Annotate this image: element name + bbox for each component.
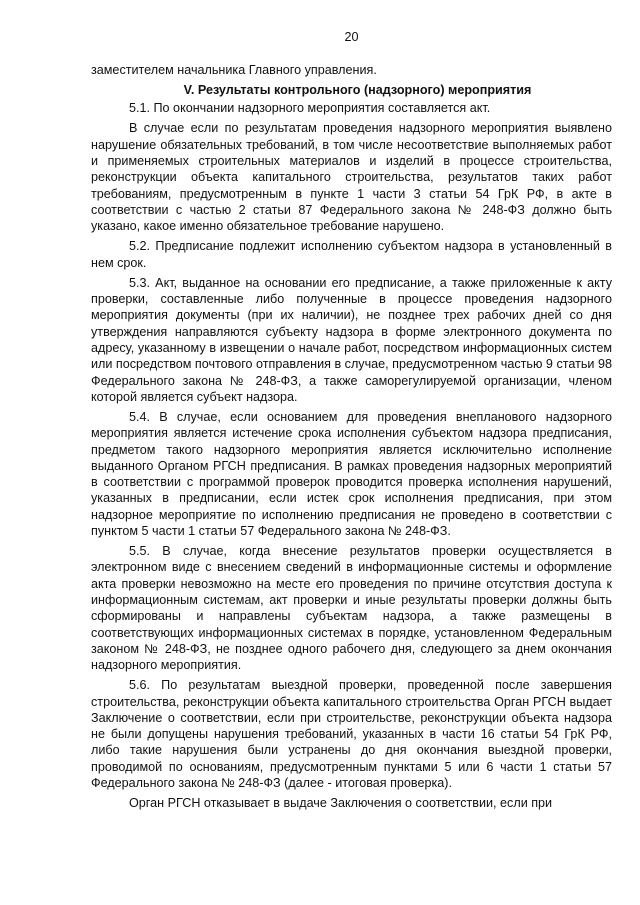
section-heading: V. Результаты контрольного (надзорного) мероприятия (183, 83, 532, 98)
page-number: 20 (344, 30, 359, 44)
paragraph-5-5: 5.5. В случае, когда внесение результатов проверки осуществляется в электронном виде с внесением сведений в информационные системы и оформление акта проверки невозможно на месте его проведения по причине отсутствия доступа к информационным системам, акт проверки и иные результаты проверки должны быть сформированы и направлены субъектам надзора, а также размещены в соответствующих информационных системах в порядке, установленном Федеральным законом № 248-ФЗ, не позднее одного рабочего дня, следующего за днем окончания надзорного мероприятия. (91, 544, 612, 673)
paragraph-5-1: 5.1. По окончании надзорного мероприятия составляется акт. (129, 101, 491, 116)
paragraph-5-2: 5.2. Предписание подлежит исполнению субъектом надзора в установленный в нем срок. (91, 239, 612, 270)
paragraph-refusal: Орган РГСН отказывает в выдаче Заключения о соответствии, если при (129, 796, 553, 811)
paragraph-5-4: 5.4. В случае, если основанием для проведения внепланового надзорного мероприятия является истечение срока исполнения субъектом надзора предписания, предметом такого надзорного мероприятия является исключительно исполнение выданного Органом РГСН предписания. В рамках проведения надзорных мероприятий в соответствии с программой проверок проводится проверка исполнения нарушений, указанных в предписании, если истек срок исполнения предписания, при этом надзорное мероприятие по исполнению предписания не проведено в соответствии с пунктом 5 части 1 статьи 57 Федерального закона № 248-ФЗ. (91, 409, 612, 538)
paragraph-5-6: 5.6. По результатам выездной проверки, проведенной после завершения строительства, реконструкции объекта капитального строительства Орган РГСН выдает Заключение о соответствии, если при строительстве, реконструкции объекта надзора не были допущены нарушения требований, указанных в части 16 статьи 54 ГрК РФ, либо такие нарушения были устранены до дня окончания выездной проверки, проводимой по основаниям, предусмотренным пунктами 5 или 6 части 1 статьи 57 Федерального закона № 248-ФЗ (далее - итоговая проверка). (91, 678, 612, 791)
paragraph-5-3: 5.3. Акт, выданное на основании его предписание, а также приложенные к акту проверки, составленные либо полученные в процессе проведения надзорного мероприятия документы (при их наличии), не позднее трех рабочих дней со дня утверждения направляются субъекту надзора в форме электронного документа по адресу, указанному в извещении о начале работ, посредством информационных систем или посредством почтового отправления в случае, предусмотренном частью 9 статьи 98 Федерального закона № 248-ФЗ, а также саморегулируемой организации, членом которой является субъект надзора. (91, 275, 612, 404)
paragraph-continuation: заместителем начальника Главного управления. (91, 63, 377, 77)
paragraph-violation-case: В случае если по результатам проведения надзорного мероприятия выявлено нарушение обязательных требований, в том числе несоответствие выполняемых работ и применяемых строительных материалов и изделий в процессе строительства, реконструкции объекта капитального строительства, результатов таких работ требованиям, предусмотренным в пункте 1 части 3 статьи 54 ГрК РФ, в акте в соответствии с частью 2 статьи 87 Федерального закона № 248-ФЗ должно быть указано, какое именно обязательное требование нарушено. (91, 121, 612, 234)
